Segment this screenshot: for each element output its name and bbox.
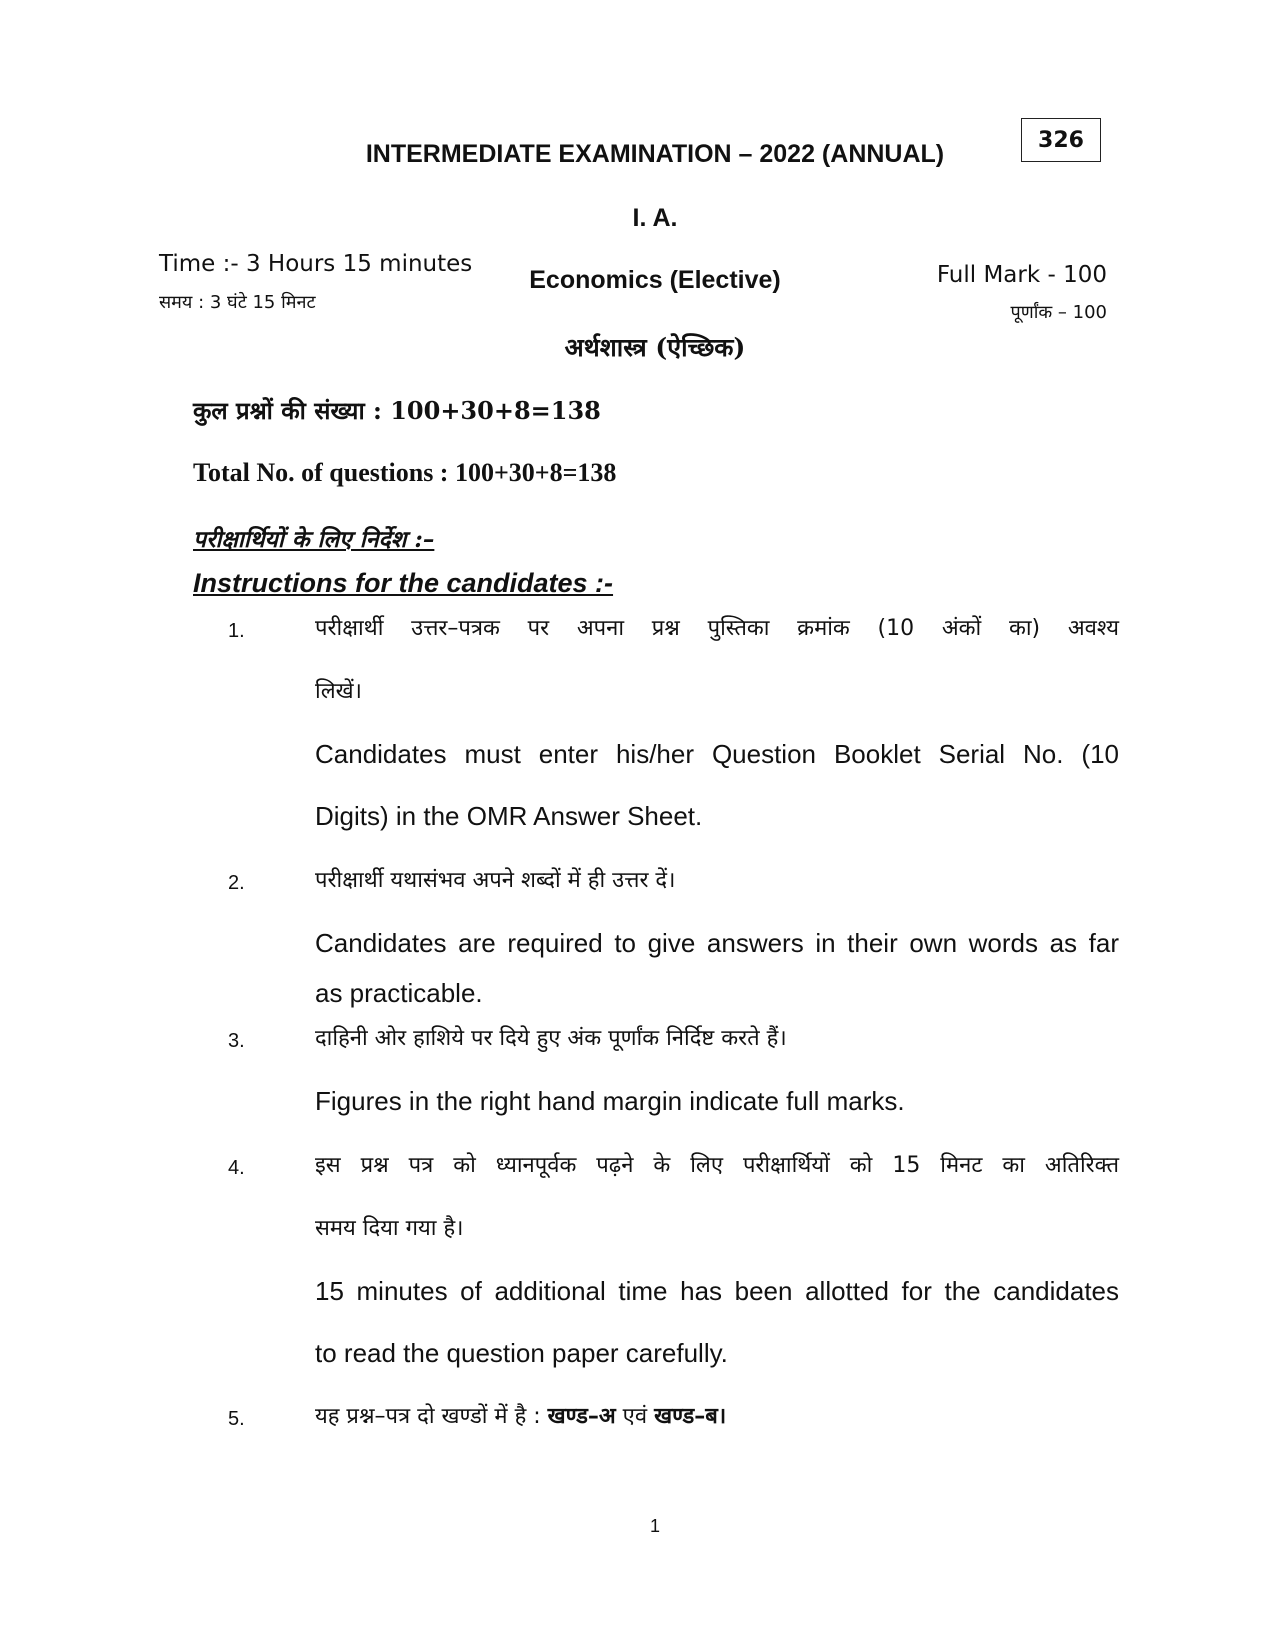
instruction-5-hindi-line-1 <box>315 1400 1119 1430</box>
instruction-2-english-line-2: as practicable. <box>315 978 483 1008</box>
exam-title: INTERMEDIATE EXAMINATION – 2022 (ANNUAL) <box>365 140 945 168</box>
section-b-label: खण्ड–ब। <box>654 1404 727 1429</box>
instruction-3-english-line-1: Figures in the right hand margin indicate full marks. <box>315 1086 905 1116</box>
full-marks-hindi: पूर्णांक – 100 <box>1010 302 1107 323</box>
instruction-3-hindi-line-1: दाहिनी ओर हाशिये पर दिये हुए अंक पूर्णांक निर्दिष्ट करते हैं। <box>315 1026 787 1051</box>
paper-code-box: 326 <box>1021 118 1101 162</box>
instruction-5-text: यह प्रश्न–पत्र दो खण्डों में है : <box>315 1404 548 1429</box>
subject-english: Economics (Elective) <box>529 266 781 294</box>
question-count-hindi: कुल प्रश्नों की संख्या : 100+30+8=138 <box>193 396 601 425</box>
instruction-1-english-line-2: Digits) in the OMR Answer Sheet. <box>315 801 703 831</box>
instructions-heading-hindi: परीक्षार्थियों के लिए निर्देश :– <box>193 526 435 553</box>
subject-hindi: अर्थशास्त्र (ऐच्छिक) <box>564 333 746 362</box>
instruction-5-conjunction: एवं <box>615 1404 655 1429</box>
section-a-label: खण्ड–अ <box>547 1404 616 1429</box>
instruction-2-english-line-1: Candidates are required to give answers in their own words as far <box>315 928 1119 958</box>
instruction-number: 1. <box>228 620 245 642</box>
instruction-1-hindi-line-1: परीक्षार्थी उत्तर–पत्रक पर अपना प्रश्न पुस्तिका क्रमांक (10 अंकों का) अवश्य <box>315 616 1119 641</box>
instruction-2-hindi-line-1: परीक्षार्थी यथासंभव अपने शब्दों में ही उत्तर दें। <box>315 868 676 893</box>
instruction-4-hindi-line-2: समय दिया गया है। <box>315 1216 464 1241</box>
instruction-4-hindi-line-1: इस प्रश्न पत्र को ध्यानपूर्वक पढ़ने के लिए परीक्षार्थियों को 15 मिनट का अतिरिक्त <box>315 1153 1119 1178</box>
instruction-number: 2. <box>228 872 245 894</box>
time-hindi: समय : 3 घंटे 15 मिनट <box>159 292 316 313</box>
instruction-number: 3. <box>228 1030 245 1052</box>
page-number: 1 <box>649 1516 660 1536</box>
instruction-number: 4. <box>228 1157 245 1179</box>
time-english: Time :- 3 Hours 15 minutes <box>159 251 473 277</box>
instruction-4-english-line-1: 15 minutes of additional time has been allotted for the candidates <box>315 1276 1119 1306</box>
question-count-english: Total No. of questions : 100+30+8=138 <box>193 458 617 487</box>
instructions-heading-english: Instructions for the candidates :- <box>193 568 614 598</box>
instruction-number: 5. <box>228 1408 245 1430</box>
instruction-1-hindi-line-2: लिखें। <box>315 679 362 704</box>
full-marks-english: Full Mark - 100 <box>936 262 1107 288</box>
instruction-1-english-line-1: Candidates must enter his/her Question Booklet Serial No. (10 <box>315 739 1119 769</box>
stream-label: I. A. <box>632 204 678 232</box>
instruction-4-english-line-2: to read the question paper carefully. <box>315 1338 728 1368</box>
